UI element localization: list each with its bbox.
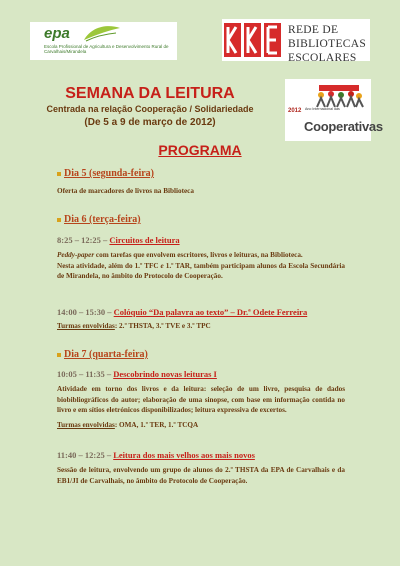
bullet-icon [57,172,61,176]
epa-logo [30,22,177,60]
session-time: 10:05 – 11:35 – [57,369,114,379]
day5-text: Oferta de marcadores de livros na Biblioteca [57,187,194,195]
page-dates: (De 5 a 9 de março de 2012) [84,117,216,128]
session-title: Circuitos de leitura [109,235,180,245]
turmas-label: Turmas envolvidas [57,421,115,429]
day-label: Dia 6 (terça-feira) [64,214,141,225]
session-header [57,450,255,460]
description-text: e [160,261,164,270]
day-heading-5 [57,168,154,179]
turmas-value: : OMA, 1.º TER, 1.º TCQA [114,421,199,429]
bullet-icon [57,218,61,222]
session-description [57,250,345,282]
coop-ano-label: Ano Internacional das [305,107,340,111]
page-subtitle: Centrada na relação Cooperação / Solidariedade [46,104,254,114]
rbe-logo-text [288,23,366,65]
description-text: Nesta atividade, além do 1.º TFC [57,261,161,270]
page-title: SEMANA DA LEITURA [65,85,235,102]
day-label: Dia 5 (segunda-feira) [64,168,154,179]
rbe-line-3: ESCOLARES [288,52,357,64]
day-heading-7 [57,349,148,360]
session-header [57,307,307,317]
session-header [57,235,180,245]
turmas-label: Turmas envolvidas [57,322,115,330]
turmas-value: : 2.º THSTA, 3.º TVE e 3.º TPC [114,322,211,330]
rbe-blocks-icon [224,23,284,57]
session-time: 8:25 – 12:25 – [57,235,110,245]
rbe-logo [222,19,370,64]
rbe-line-2: BIBLIOTECAS [288,38,367,50]
session-title: Descobrindo novas leituras I [113,369,217,379]
session-description: Sessão de leitura, envolvendo um grupo de alunos do 2.º THSTA da EPA de Carvalhais e da EB1/JI de Carvalhais, no âmbito do Protocolo de Cooperação. [57,466,345,485]
session-title: Colóquio “Da palavra ao texto” – Dr.ª Odete Ferreira [113,307,308,317]
description-text: com tarefas que envolvem escritores, livros e leituras, na Biblioteca. [94,251,303,259]
turmas-line [57,322,211,330]
session-title: Leitura dos mais velhos aos mais novos [113,450,255,460]
session-time: 14:00 – 15:30 – [57,307,114,317]
peddy-paper-term: Peddy-paper [57,251,95,259]
bullet-icon [57,353,61,357]
coop-word: Cooperativas [304,119,383,134]
session-header [57,369,217,379]
day-heading-6 [57,214,141,225]
rbe-line-1: REDE DE [288,24,339,36]
people-icon [311,81,367,109]
day-label: Dia 7 (quarta-feira) [64,349,148,360]
turmas-line [57,421,198,429]
epa-logo-subtitle: Escola Profissional de Agricultura e Desenvolvimento Rural de Carvalhais/Mirandela [44,44,169,54]
session-description: Atividade em torno dos livros e da leitura: seleção de um livro, pesquisa de dados biobibliográficos do autor; elaboração de uma sinopse, com base em informação contida no livro e em sítios eletrónicos disponibilizados; leitura expressiva de excertos. [57,385,345,414]
description-text: 1.º TAR, também participam alunos da Escola Secundária de Mirandela, no âmbito do Protocolo de Cooperação. [57,261,345,280]
coop-year: 2012 [288,108,302,114]
epa-logo-word: epa [44,25,70,42]
programa-heading: PROGRAMA [158,142,242,158]
leaf-icon [82,24,122,44]
session-time: 11:40 – 12:25 – [57,450,114,460]
